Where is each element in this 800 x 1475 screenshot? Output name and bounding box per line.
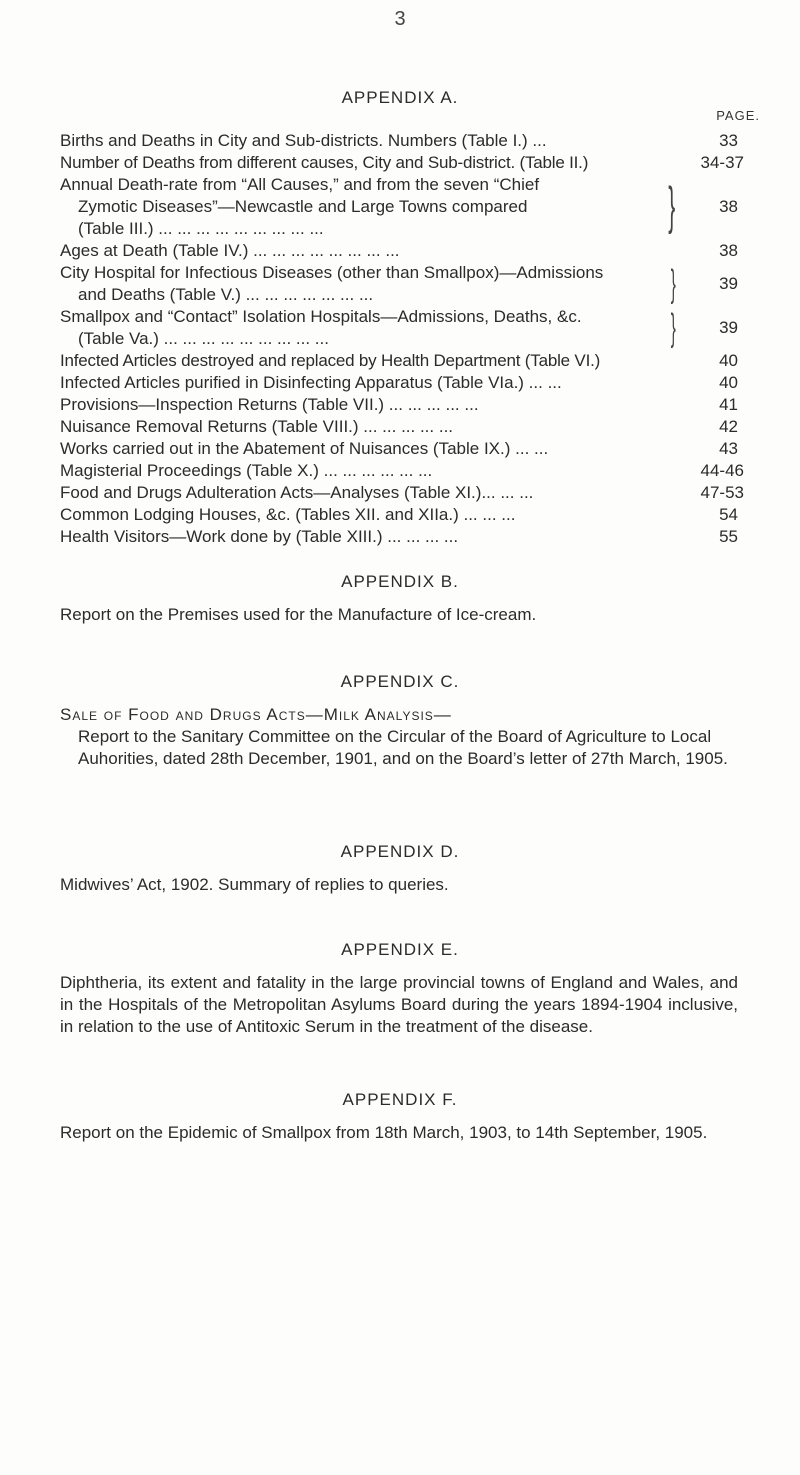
appendix-b-heading: APPENDIX B.	[341, 572, 459, 591]
toc-entry-page: 47-53	[700, 483, 744, 502]
toc-entry-text: Provisions—Inspection Returns (Table VII.) ... ... ... ... ...	[60, 395, 479, 414]
toc-entry-page: 38	[719, 241, 738, 260]
toc-entry-page: 40	[719, 373, 738, 392]
toc-entry-text: Nuisance Removal Returns (Table VIII.) ... ... ... ... ...	[60, 417, 454, 436]
toc-entry-page: 40	[719, 351, 738, 370]
toc-entry	[60, 306, 738, 350]
toc-entry	[60, 460, 744, 482]
toc-entry-text: and Deaths (Table V.) ... ... ... ... ... ... ...	[78, 285, 374, 304]
toc-entry-page: 55	[719, 527, 738, 546]
appendix-e-heading: APPENDIX E.	[341, 940, 459, 959]
appendix-a-heading: APPENDIX A.	[341, 88, 459, 107]
appendix-d-text: Midwives’ Act, 1902. Summary of replies to queries.	[60, 875, 449, 894]
toc-entry-text: Common Lodging Houses, &c. (Tables XII. and XIIa.) ... ... ...	[60, 505, 516, 524]
appendix-c-text: Report to the Sanitary Committee on the Circular of the Board of Agriculture to Local Auhorities, dated 28th December, 1901, and on the Board’s letter of 27th March, 1905.	[78, 727, 728, 768]
toc-entry-page: 38	[719, 197, 738, 216]
toc-entry	[60, 152, 744, 174]
toc-entry	[60, 504, 738, 526]
toc-entry-text: Magisterial Proceedings (Table X.) ... ... ... ... ... ...	[60, 461, 433, 480]
appendix-c-title: Sale of Food and Drugs Acts—Milk Analysis—	[60, 705, 452, 724]
toc-entry-text: Health Visitors—Work done by (Table XIII.) ... ... ... ...	[60, 527, 459, 546]
toc-entry-text: Infected Articles destroyed and replaced by Health Department (Table VI.)	[60, 351, 601, 370]
page-column-label: PAGE.	[716, 108, 760, 123]
toc-entry-text: Ages at Death (Table IV.) ... ... ... ... ... ... ... ...	[60, 241, 400, 260]
toc-entry	[60, 416, 738, 438]
toc-entry	[60, 526, 738, 548]
appendix-f-text: Report on the Epidemic of Smallpox from 18th March, 1903, to 14th September, 1905.	[60, 1123, 708, 1142]
appendix-d-heading: APPENDIX D.	[340, 842, 460, 861]
toc-entry-text: City Hospital for Infectious Diseases (other than Smallpox)—Admissions	[60, 263, 604, 282]
toc-entry-page: 41	[719, 395, 738, 414]
toc-entry-text: Smallpox and “Contact” Isolation Hospitals—Admissions, Deaths, &c.	[60, 307, 582, 326]
toc-entry	[60, 372, 738, 394]
brace-icon: }	[667, 177, 675, 235]
toc-entry	[60, 394, 738, 416]
toc-entry-text: Zymotic Diseases”—Newcastle and Large Towns compared	[78, 197, 528, 216]
toc-entry	[60, 174, 738, 240]
toc-entry-page: 54	[719, 505, 738, 524]
toc-entry	[60, 262, 738, 306]
toc-entry-page: 39	[719, 274, 738, 293]
toc-entry-text: Number of Deaths from different causes, City and Sub-district. (Table II.)	[60, 153, 589, 172]
toc-entry-text: Births and Deaths in City and Sub-districts. Numbers (Table I.) ...	[60, 131, 547, 150]
appendix-c-heading: APPENDIX C.	[340, 672, 460, 691]
toc-entry	[60, 350, 738, 372]
page-number: 3	[394, 8, 406, 30]
toc-entry-page: 42	[719, 417, 738, 436]
toc-entry	[60, 482, 744, 504]
toc-entry-text: Infected Articles purified in Disinfecting Apparatus (Table VIa.) ... ...	[60, 373, 562, 392]
toc-entry-text: Food and Drugs Adulteration Acts—Analyses (Table XI.)... ... ...	[60, 483, 534, 502]
toc-entry-page: 34-37	[700, 153, 744, 172]
appendix-c-block	[60, 704, 738, 770]
appendix-f-heading: APPENDIX F.	[342, 1090, 458, 1109]
appendix-e-text: Diphtheria, its extent and fatality in the large provincial towns of England and Wales, and in the Hospitals of the Metropolitan Asylums Board during the years 1894-1904 inclusive, in relation to the use of Antitoxic Serum in the treatment of the disease.	[60, 973, 738, 1036]
toc-entry-text: Works carried out in the Abatement of Nuisances (Table IX.) ... ...	[60, 439, 549, 458]
toc-entry-text: (Table III.) ... ... ... ... ... ... ... ... ...	[78, 219, 324, 238]
brace-icon: }	[671, 307, 677, 349]
appendix-a-contents	[60, 130, 744, 548]
toc-entry	[60, 240, 738, 262]
toc-entry-page: 33	[719, 131, 738, 150]
toc-entry-text: Annual Death-rate from “All Causes,” and from the seven “Chief	[60, 175, 540, 194]
brace-icon: }	[671, 263, 677, 305]
toc-entry-page: 43	[719, 439, 738, 458]
toc-entry-page: 44-46	[700, 461, 744, 480]
appendix-b-text: Report on the Premises used for the Manufacture of Ice-cream.	[60, 605, 537, 624]
toc-entry	[60, 438, 738, 460]
toc-entry-text: (Table Va.) ... ... ... ... ... ... ... ... ...	[78, 329, 329, 348]
toc-entry-page: 39	[719, 318, 738, 337]
toc-entry	[60, 130, 738, 152]
